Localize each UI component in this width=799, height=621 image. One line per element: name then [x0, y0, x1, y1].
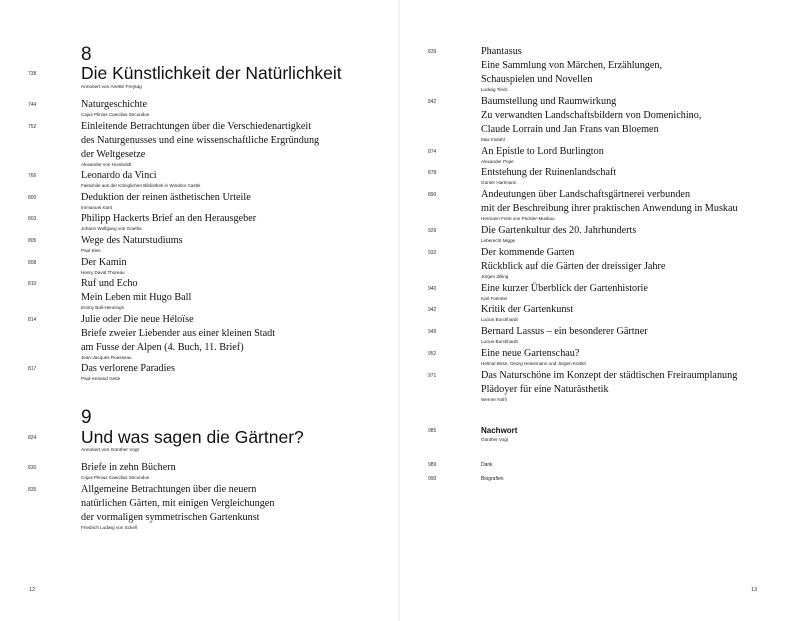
entry-page: 842: [428, 98, 437, 105]
entry-title: Leonardo da Vinci: [81, 170, 157, 182]
entry-title: Kritik der Gartenkunst: [481, 304, 574, 316]
entry-page: 874: [428, 148, 437, 155]
chapter-9-number: 9: [81, 407, 92, 428]
biografien-title: Biografien: [481, 476, 504, 482]
entry-subtitle: Eine Sammlung von Märchen, Erzählungen,: [481, 60, 663, 71]
entry-page: 932: [428, 249, 437, 256]
entry-page: 808: [28, 259, 37, 266]
entry-author: Friedrich Ludwig von Sckell: [81, 524, 137, 530]
entry-title: Ruf und Echo: [81, 278, 138, 290]
entry-subtitle: natürlichen Gärten, mit einigen Vergleichungen: [81, 497, 275, 509]
entry-title: Andeutungen über Landschaftsgärtnerei verbunden: [481, 189, 691, 201]
chapter-9-annotation: Annotiert von Günther Vogt: [81, 448, 139, 453]
chapter-9-page: 824: [28, 435, 37, 441]
entry-title: Wege des Naturstudiums: [81, 235, 183, 246]
entry-title: Briefe in zehn Büchern: [81, 462, 176, 473]
chapter-8-page: 738: [28, 71, 37, 77]
entry-author: Alexander von Humboldt: [81, 161, 132, 167]
entry-title: Baumstellung und Raumwirkung: [481, 95, 617, 107]
entry-title: Das verlorene Paradies: [81, 363, 175, 375]
entry-title: Eine kurzer Überblick der Gartenhistorie: [481, 282, 648, 294]
entry-subtitle: Schauspielen und Novellen: [481, 74, 593, 85]
chapter-9-heading: [28, 427, 398, 449]
entry-title: Naturgeschichte: [81, 99, 148, 110]
left-page: [0, 0, 399, 621]
entry-author: Cajus Plinius Caecilius Secundus: [81, 475, 150, 480]
entry-author: Hermann Fürst von Pückler-Muskau: [481, 216, 555, 222]
entry-page: 971: [428, 372, 437, 379]
entry-title: Die Gartenkultur des 20. Jahrhunderts: [481, 225, 637, 236]
entry-author: Alexander Pope: [481, 158, 514, 164]
entry-page: 814: [28, 316, 37, 323]
entry-subtitle: Briefe zweier Liebender aus einer kleinen Stadt: [81, 327, 276, 339]
entry-title: Allgemeine Betrachtungen über die neuern: [81, 483, 257, 495]
entry-title: Bernard Lassus – ein besonderer Gärtner: [481, 326, 648, 338]
entry-page: 830: [28, 465, 37, 471]
entry-author: Jean-Jacques Rousseau: [81, 354, 132, 360]
dank-title: Dank: [481, 462, 493, 468]
entry-author: Emmy Ball-Hennings: [81, 305, 124, 311]
entry-page: 803: [28, 216, 37, 223]
entry-title: Der kommende Garten: [481, 246, 575, 258]
entry-title: Einleitende Betrachtungen über die Verschiedenartigkeit: [81, 120, 312, 132]
entry-author: Paul-Armand Gette: [81, 376, 121, 382]
entry-title: An Epistle to Lord Burlington: [481, 145, 604, 157]
entry-page: 952: [428, 351, 437, 357]
entry-author: Faksimile aus der Königlichen Bibliothek in Windsor Castle: [81, 183, 201, 189]
entry-subtitle: der vormaligen symmetrischen Gartenkunst: [81, 511, 260, 523]
entry-author: Paul Klee: [81, 248, 101, 253]
entry-title: Deduktion der reinen ästhetischen Urteile: [81, 191, 251, 203]
entry-page: 989: [428, 462, 437, 468]
entry-subtitle: am Fusse der Alpen (4. Buch, 11. Brief): [81, 341, 244, 353]
entry-author: Karl Foerster: [481, 295, 508, 301]
entry-page: 810: [28, 281, 37, 288]
chapter-8-number: 8: [81, 44, 92, 65]
entry-author: Lucius Burckhardt: [481, 339, 518, 345]
entry-title: Entstehung der Ruinenlandschaft: [481, 167, 617, 179]
entry-subtitle: Rückblick auf die Gärten der dreissiger Jahre: [481, 260, 666, 272]
entry-author: Leberecht Migge: [481, 238, 516, 243]
entry-author: Werner Nohl: [481, 396, 507, 402]
chapter-8-annotation: Annotiert von Anette Freytag: [81, 85, 142, 90]
entry-page: 942: [428, 307, 437, 314]
entry-title: Das Naturschöne im Konzept der städtischen Freiraumplanung: [481, 369, 738, 381]
entry-page: 805: [28, 238, 37, 244]
entry-subtitle: Zu verwandten Landschaftsbildern von Domenichino,: [481, 109, 702, 121]
entry-title: Der Kamin: [81, 256, 127, 268]
entry-title: Phantasus: [481, 46, 522, 57]
entry-page: 817: [28, 366, 37, 373]
entry-author: Cajus Plinius Caecilius Secundus: [81, 112, 150, 117]
right-page: [400, 0, 799, 621]
entry-title: Eine neue Gartenschau?: [481, 348, 580, 359]
entry-page: 940: [428, 285, 437, 292]
entry-author: Jürgen Zilling: [481, 273, 509, 279]
entry-page: 990: [428, 476, 437, 482]
entry-page: 766: [28, 173, 37, 180]
nachwort-title: Nachwort: [481, 426, 518, 435]
entry-subtitle: Plädoyer für eine Naturästhetik: [481, 383, 609, 395]
page-number-right: 13: [751, 587, 758, 593]
chapter-8-title: Die Künstlichkeit der Natürlichkeit: [81, 63, 342, 83]
entry-page: 752: [28, 123, 37, 130]
page-number-left: 12: [29, 587, 36, 593]
entry-page: 744: [28, 102, 37, 108]
entry-author: Günter Hartmann: [481, 180, 517, 186]
entry-title: Philipp Hackerts Brief an den Herausgeber: [81, 213, 257, 225]
entry-author: Helmut Böse, Georg Heinemann und Jürgen Knittel: [481, 361, 586, 366]
entry-page: 800: [28, 194, 37, 201]
entry-subtitle: Claude Lorrain und Jan Frans van Bloemen: [481, 123, 659, 135]
chapter-9-title: Und was sagen die Gärtner?: [81, 427, 304, 447]
chapter-8-heading: [28, 63, 398, 85]
entry-page: 878: [428, 170, 437, 177]
entry-page: 839: [428, 49, 437, 55]
entry-author: Max Imdahl: [481, 136, 505, 142]
entry-page: 985: [428, 428, 437, 434]
nachwort-author: Günther Vogt: [481, 437, 509, 442]
entry-author: Ludwig Tieck: [481, 87, 508, 92]
entry-author: Lucius Burckhardt: [481, 317, 518, 323]
entry-author: Henry David Thoreau: [81, 269, 125, 275]
entry-page: 835: [28, 486, 37, 493]
entry-author: Johann Wolfgang von Goethe: [81, 226, 142, 232]
entry-page: 949: [428, 329, 437, 336]
entry-page: 890: [428, 192, 437, 199]
entry-subtitle: des Naturgenusses und eine wissenschaftliche Ergründung: [81, 134, 320, 146]
entry-subtitle: mit der Beschreibung ihrer praktischen Anwendung in Muskau: [481, 203, 738, 215]
entry-subtitle: der Weltgesetze: [81, 148, 146, 160]
entry-subtitle: Mein Leben mit Hugo Ball: [81, 292, 192, 304]
entry-title: Julie oder Die neue Héloïse: [81, 313, 194, 325]
entry-author: Immanuel Kant: [81, 204, 112, 210]
entry-page: 929: [428, 228, 437, 234]
